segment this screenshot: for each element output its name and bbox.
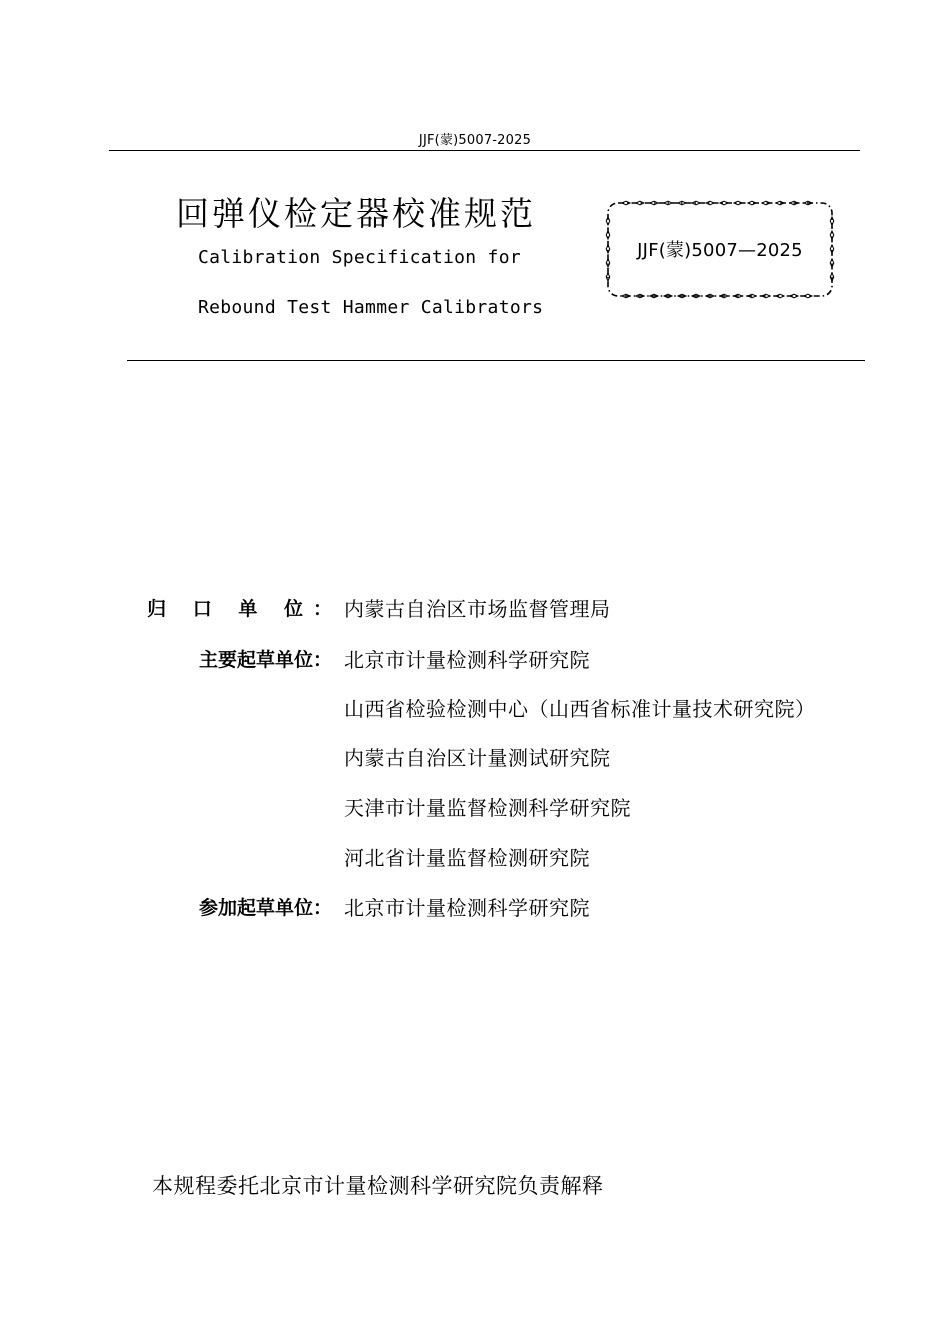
- main-drafting-unit-2: 山西省检验检测中心（山西省标准计量技术研究院）: [344, 697, 816, 721]
- label-colon: ：: [312, 598, 332, 620]
- main-drafting-unit-1: 北京市计量检测科学研究院: [344, 648, 590, 672]
- main-drafting-label-text: 主要起草单位: [198, 649, 313, 671]
- standard-code-text: JJF(蒙)5007—2025: [637, 240, 803, 261]
- label-colon: ：: [312, 649, 332, 671]
- main-drafting-unit-3: 内蒙古自治区计量测试研究院: [344, 746, 611, 770]
- responsible-unit-value: 内蒙古自治区市场监督管理局: [344, 597, 611, 621]
- main-drafting-unit-4: 天津市计量监督检测科学研究院: [344, 796, 631, 820]
- standard-code-box: [604, 199, 836, 300]
- responsible-unit-label: [110, 594, 332, 621]
- title-separator-rule: [127, 360, 865, 361]
- participating-drafting-unit: 北京市计量检测科学研究院: [344, 896, 590, 920]
- participating-drafting-label-text: 参加起草单位: [198, 897, 313, 919]
- participating-drafting-label: [110, 893, 332, 920]
- header-standard-code: JJF(蒙)5007-2025: [418, 133, 532, 148]
- label-colon: ：: [312, 897, 332, 919]
- main-drafting-label: [110, 645, 332, 672]
- header-rule: [109, 150, 860, 151]
- main-drafting-unit-5: 河北省计量监督检测研究院: [344, 846, 590, 870]
- interpretation-note: 本规程委托北京市计量检测科学研究院负责解释: [152, 1174, 604, 1198]
- document-title-english-line-1: Calibration Specification for: [198, 247, 521, 268]
- document-title-english-line-2: Rebound Test Hammer Calibrators: [198, 297, 544, 318]
- responsible-unit-label-text: 归 口 单 位: [147, 598, 313, 620]
- document-title-chinese: 回弹仪检定器校准规范: [176, 194, 536, 233]
